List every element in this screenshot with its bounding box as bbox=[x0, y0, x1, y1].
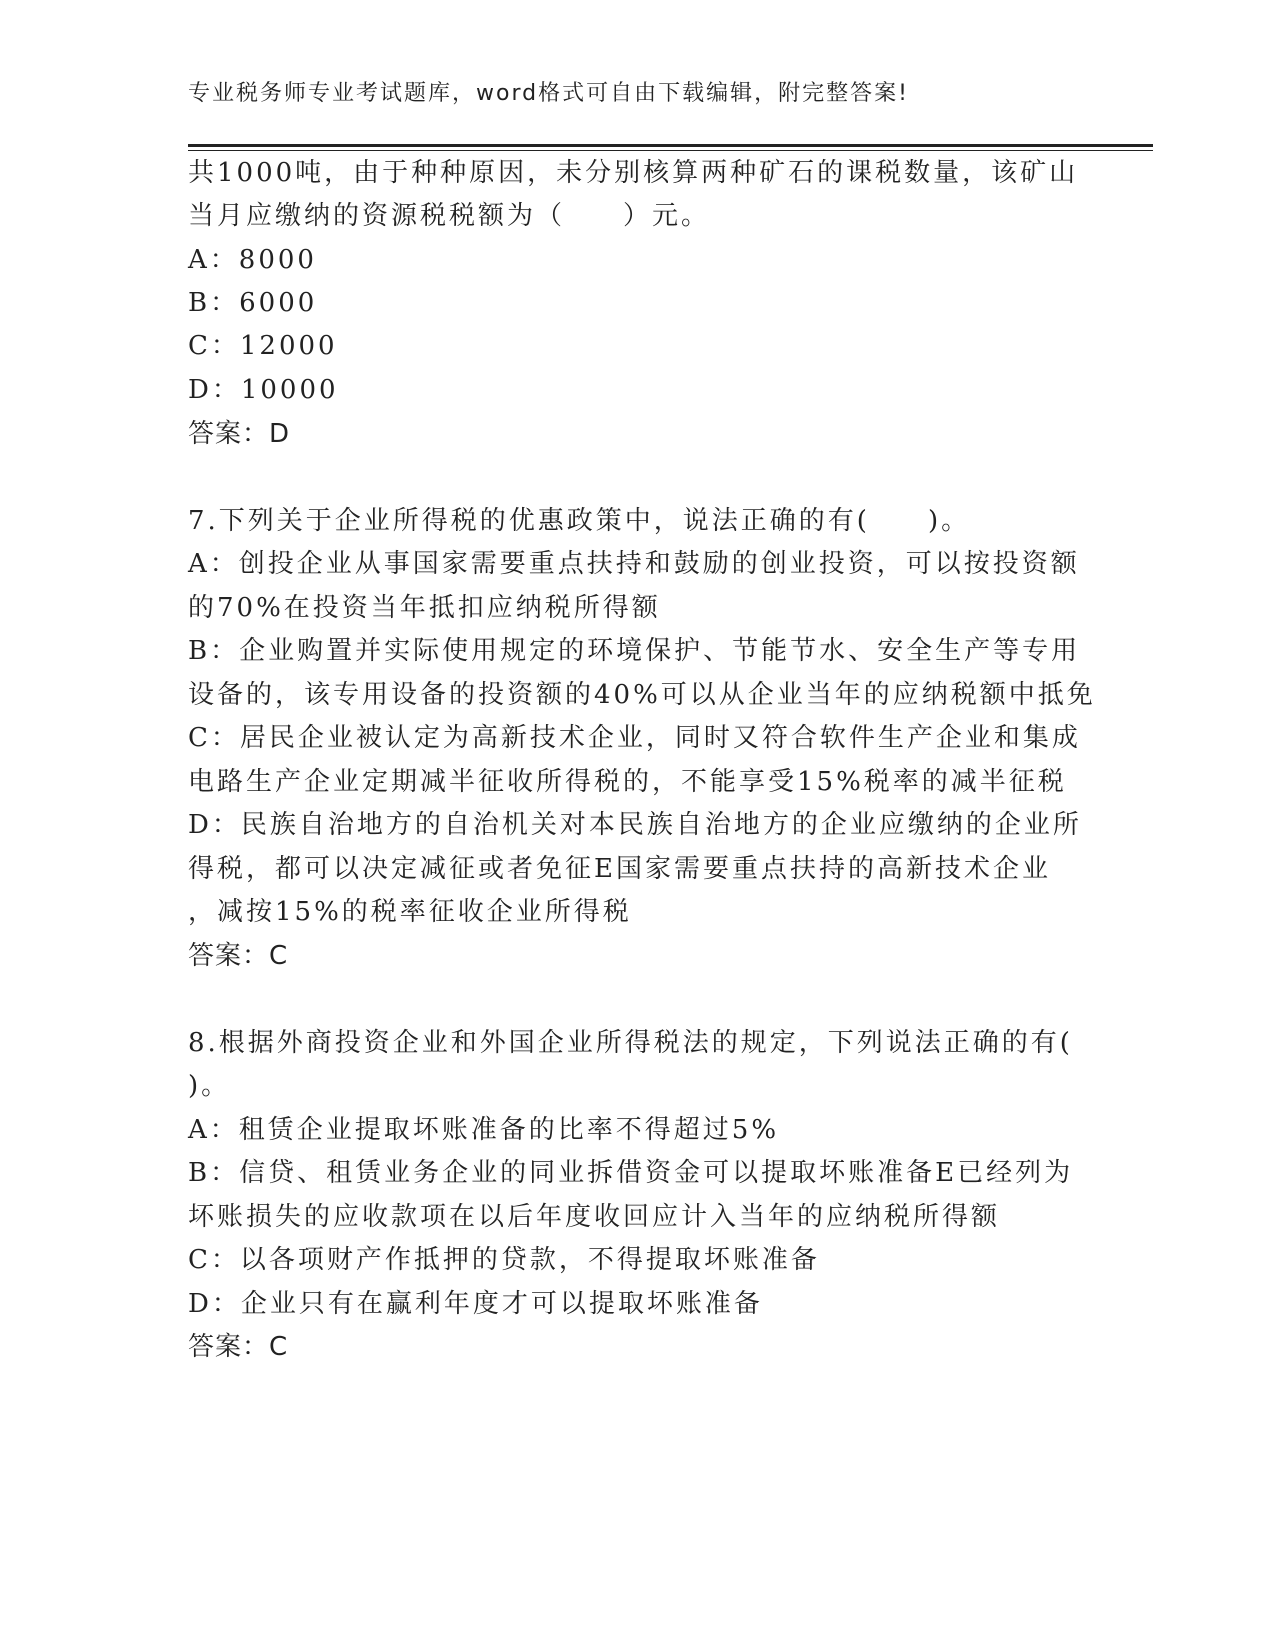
q7-line-9: 得税，都可以决定减征或者免征E国家需要重点扶持的高新技术企业 bbox=[188, 854, 1051, 884]
q8-line-4: B：信贷、租赁业务企业的同业拆借资金可以提取坏账准备E已经列为 bbox=[188, 1158, 1074, 1188]
q7-line-3: 的70%在投资当年抵扣应纳税所得额 bbox=[188, 593, 661, 623]
q6-stem-line-2: 当月应缴纳的资源税税额为（ ）元。 bbox=[188, 201, 711, 231]
header-rule-thin bbox=[188, 150, 1153, 151]
q8-line-7: D：企业只有在赢利年度才可以提取坏账准备 bbox=[188, 1289, 763, 1319]
header-rule-thick bbox=[188, 144, 1153, 147]
q7-line-4: B：企业购置并实际使用规定的环境保护、节能节水、安全生产等专用 bbox=[188, 636, 1081, 666]
q6-stem-line-1: 共1000吨，由于种种原因，未分别核算两种矿石的课税数量，该矿山 bbox=[188, 158, 1079, 188]
q6-option-b: B：6000 bbox=[188, 288, 318, 318]
q6-answer: 答案：D bbox=[188, 419, 291, 449]
q8-answer: 答案：C bbox=[188, 1332, 289, 1362]
q8-line-1: 8.根据外商投资企业和外国企业所得税法的规定，下列说法正确的有( bbox=[188, 1028, 1073, 1058]
q7-line-6: C：居民企业被认定为高新技术企业，同时又符合软件生产企业和集成 bbox=[188, 723, 1081, 753]
page-header: 专业税务师专业考试题库，word格式可自由下载编辑，附完整答案! bbox=[188, 81, 909, 106]
q8-line-2: )。 bbox=[188, 1071, 231, 1101]
q7-line-8: D：民族自治地方的自治机关对本民族自治地方的企业应缴纳的企业所 bbox=[188, 810, 1082, 840]
q6-option-c: C：12000 bbox=[188, 331, 338, 361]
q7-line-7: 电路生产企业定期减半征收所得税的，不能享受15%税率的减半征税 bbox=[188, 767, 1067, 797]
q7-answer: 答案：C bbox=[188, 941, 289, 971]
q8-line-3: A：租赁企业提取坏账准备的比率不得超过5% bbox=[188, 1115, 780, 1145]
q6-option-a: A：8000 bbox=[188, 245, 317, 275]
q6-option-d: D：10000 bbox=[188, 375, 339, 405]
q7-line-5: 设备的，该专用设备的投资额的40%可以从企业当年的应纳税额中抵免 bbox=[188, 680, 1096, 710]
q7-line-2: A：创投企业从事国家需要重点扶持和鼓励的创业投资，可以按投资额 bbox=[188, 549, 1080, 579]
q7-line-1: 7.下列关于企业所得税的优惠政策中，说法正确的有( )。 bbox=[188, 506, 971, 536]
q7-line-10: ，减按15%的税率征收企业所得税 bbox=[188, 897, 632, 927]
q8-line-5: 坏账损失的应收款项在以后年度收回应计入当年的应纳税所得额 bbox=[188, 1202, 1001, 1232]
q8-line-6: C：以各项财产作抵押的贷款，不得提取坏账准备 bbox=[188, 1245, 820, 1275]
